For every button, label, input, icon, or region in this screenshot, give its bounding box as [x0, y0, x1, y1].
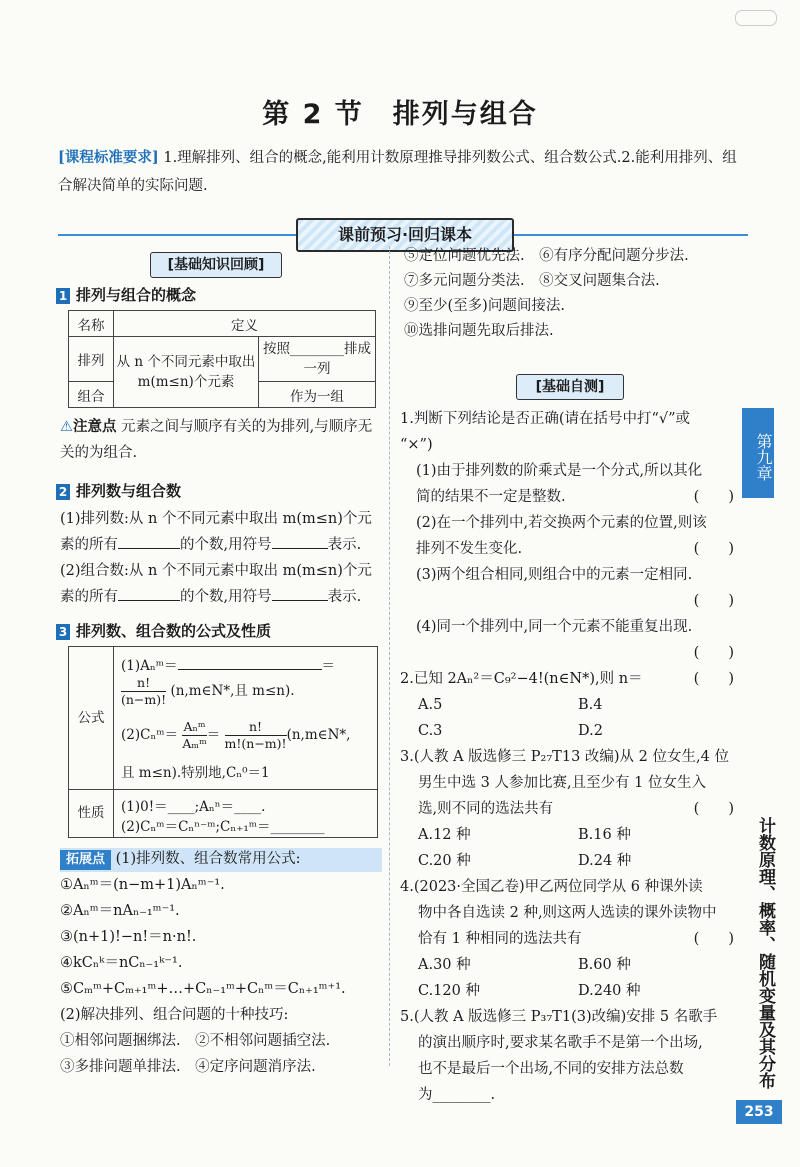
section-banner: 课前预习·回归课本: [296, 218, 514, 252]
option: A.30 种: [418, 957, 471, 973]
option: D.2: [578, 723, 603, 739]
q3-options-2: [400, 848, 734, 874]
warning-icon: ⚠: [60, 419, 73, 435]
q5-stem-4: 为________.: [418, 1087, 496, 1103]
concept-table: [68, 310, 376, 408]
section-number: 3: [56, 624, 70, 640]
note-label: 注意点: [73, 418, 117, 435]
denominator: (n−m)!: [121, 692, 167, 707]
q2-options-1: [400, 692, 734, 718]
property-1: (1)0!＝____;Aₙⁿ＝____.: [121, 799, 266, 815]
option: A.12 种: [418, 827, 471, 843]
question-list: [400, 406, 734, 1108]
q4-stem-1: 4.(2023·全国乙卷)甲乙两位同学从 6 种课外读: [400, 879, 703, 895]
tips-list: [404, 244, 734, 344]
note-block: [60, 414, 382, 466]
standard-label: [课程标准要求]: [58, 149, 159, 166]
q3-options-1: [400, 822, 734, 848]
chapter-tab: 第九章: [742, 408, 774, 498]
fraction: [182, 719, 206, 752]
text: 表示.: [327, 537, 362, 553]
extension-item: ⑤Cₘᵐ+Cₘ₊₁ᵐ+…+Cₙ₋₁ᵐ+Cₙᵐ＝Cₙ₊₁ᵐ⁺¹.: [60, 981, 346, 997]
table-header-name: 名称: [69, 311, 114, 337]
tip-item: ⑤定位问题优先法. ⑥有序分配问题分步法.: [404, 248, 689, 264]
section-number: 2: [56, 484, 70, 500]
q1-c: (3)两个组合相同,则组合中的元素一定相同.: [416, 567, 693, 583]
text: 的个数,用符号: [180, 537, 272, 553]
answer-blank: [272, 532, 328, 549]
q4-options-2: [400, 978, 734, 1004]
option: B.60 种: [578, 957, 631, 973]
note-text: 元素之间与顺序有关的为排列,与顺序无关的为组合.: [60, 419, 373, 461]
answer-blank: [118, 532, 180, 549]
text: 素的所有: [60, 589, 118, 605]
formula-c-line1: [121, 719, 376, 752]
text: 素的所有: [60, 537, 118, 553]
numerator: Aₙᵐ: [183, 719, 206, 734]
section-title: 排列与组合的概念: [76, 286, 197, 304]
page-title: 第 2 节 排列与组合: [262, 99, 538, 130]
answer-blank: [118, 584, 180, 601]
q5-stem-3: 也不是最后一个出场,不同的安排方法总数: [418, 1061, 684, 1077]
column-divider: [389, 246, 390, 1066]
text: (n,m∈N*,: [286, 727, 351, 743]
answer-paren: ( ): [693, 931, 734, 947]
camera-glyph: [735, 10, 777, 26]
q4-stem-3: [400, 926, 734, 952]
answer-paren: ( ): [693, 489, 734, 505]
extension-item: ①Aₙᵐ＝(n−m+1)Aₙᵐ⁻¹.: [60, 877, 225, 893]
row-rule: [113, 789, 377, 790]
review-heading: [基础知识回顾]: [150, 252, 282, 278]
q3-stem-1: 3.(人教 A 版选修三 P₂₇T13 改编)从 2 位女生,4 位: [400, 749, 729, 765]
option: B.4: [578, 697, 603, 713]
text: 恰有 1 种相同的选法共有: [418, 931, 582, 947]
row-shared-def: 从 n 个不同元素中取出 m(m≤n)个元素: [114, 337, 259, 408]
numerator: n!: [121, 675, 166, 692]
q1-d: (4)同一个排列中,同一个元素不能重复出现.: [416, 619, 693, 635]
property-2: (2)Cₙᵐ＝Cₙⁿ⁻ᵐ;Cₙ₊₁ᵐ＝________: [121, 819, 325, 835]
extension-item: ④kCₙᵏ＝nCₙ₋₁ᵏ⁻¹.: [60, 955, 183, 971]
extension-item: ③(n+1)!−n!＝n·n!.: [60, 929, 197, 945]
q1-b-1: (2)在一个排列中,若交换两个元素的位置,则该: [416, 515, 707, 531]
page-number: 253: [736, 1100, 782, 1124]
formula-label: 公式: [69, 647, 114, 790]
tip-item: ⑩选排问题先取后排法.: [404, 323, 554, 339]
option: A.5: [418, 697, 443, 713]
chapter-title-vertical: 计数原理、概率、随机变量及其分布: [755, 817, 775, 1089]
text: 的个数,用符号: [180, 589, 272, 605]
formula-c-line2: 且 m≤n).特别地,Cₙ⁰＝1: [121, 765, 270, 781]
comb-def-line2: [60, 584, 386, 610]
self-test-heading: [基础自测]: [516, 374, 624, 400]
q4-options-1: [400, 952, 734, 978]
answer-paren: ( ): [693, 801, 734, 817]
tip-item: ⑦多元问题分类法. ⑧交叉问题集合法.: [404, 273, 660, 289]
table-header-def: 定义: [114, 311, 376, 337]
property-label: 性质: [69, 790, 114, 837]
q3-stem-2: 男生中选 3 人参加比赛,且至少有 1 位女生入: [418, 775, 706, 791]
option: C.20 种: [418, 853, 471, 869]
extension-item: ①相邻问题捆绑法. ②不相邻问题插空法.: [60, 1033, 331, 1049]
option: C.120 种: [418, 983, 480, 999]
q1-a-1: (1)由于排列数的阶乘式是一个分式,所以其化: [416, 463, 703, 479]
fraction: [225, 719, 287, 752]
section-3-heading: [56, 620, 271, 641]
section-number: 1: [56, 288, 70, 304]
definition-paragraphs: [60, 506, 386, 610]
perm-def-line2: [60, 532, 386, 558]
text: 选,则不同的选法共有: [418, 801, 554, 817]
answer-paren: ( ): [693, 645, 734, 661]
standard-text: 1.理解排列、组合的概念,能利用计数原理推导排列数公式、组合数公式.2.能利用排列、组合解决简单的实际问题.: [58, 150, 737, 194]
section-1-heading: [56, 284, 196, 305]
extension-head: (1)排列数、组合数常用公式:: [115, 851, 301, 867]
numerator: n!: [225, 719, 287, 736]
q1-stem: 1.判断下列结论是否正确(请在括号中打“√”或: [400, 411, 691, 427]
text: 排列不发生变化.: [416, 541, 523, 557]
text: (n,m∈N*,且 m≤n).: [170, 683, 295, 699]
perm-def-line1: (1)排列数:从 n 个不同元素中取出 m(m≤n)个元: [60, 511, 372, 527]
q2-options-2: [400, 718, 734, 744]
row-perm-def: 按照________排成一列: [259, 337, 376, 382]
answer-paren: ( ): [693, 541, 734, 557]
text: 2.已知 2Aₙ²＝C₉²−4!(n∈N*),则 n＝: [400, 671, 643, 687]
curriculum-standard: [58, 144, 748, 200]
option: B.16 种: [578, 827, 631, 843]
row-comb-def: 作为一组: [259, 382, 376, 408]
extension-item: ②Aₙᵐ＝nAₙ₋₁ᵐ⁻¹.: [60, 903, 180, 919]
q1-stem-2: “×”): [400, 437, 433, 453]
q2-stem: [400, 666, 734, 692]
comb-def-line1: (2)组合数:从 n 个不同元素中取出 m(m≤n)个元: [60, 563, 372, 579]
text: 表示.: [327, 589, 362, 605]
formula-a-line1: [121, 653, 371, 674]
denominator: m!(n−m)!: [224, 736, 287, 751]
section-title: 排列数与组合数: [76, 482, 182, 500]
answer-blank: [178, 653, 322, 670]
answer-blank: [272, 584, 328, 601]
tip-item: ⑨至少(至多)问题间接法.: [404, 298, 565, 314]
text: ＝: [321, 658, 335, 674]
text: (2)Cₙᵐ＝: [121, 727, 179, 743]
extension-block: [60, 846, 386, 1080]
extension-head-line: [60, 846, 386, 872]
row-perm-name: 排列: [69, 337, 114, 382]
fraction: [121, 675, 166, 708]
q5-stem-2: 的演出顺序时,要求某名歌手不是第一个出场,: [418, 1035, 703, 1051]
extension-item: (2)解决排列、组合问题的十种技巧:: [60, 1007, 289, 1023]
text: (1)Aₙᵐ＝: [121, 658, 178, 674]
q3-stem-3: [400, 796, 734, 822]
formula-a-line2: [121, 675, 376, 708]
answer-paren: ( ): [693, 671, 734, 687]
row-comb-name: 组合: [69, 382, 114, 408]
extension-tag: 拓展点: [60, 850, 111, 870]
section-title: 排列数、组合数的公式及性质: [76, 622, 272, 640]
extension-item: ③多排问题单排法. ④定序问题消序法.: [60, 1059, 316, 1075]
answer-paren: ( ): [693, 593, 734, 609]
q1-a-2: [400, 484, 734, 510]
q5-stem-1: 5.(人教 A 版选修三 P₃₇T1(3)改编)安排 5 名歌手: [400, 1009, 718, 1025]
option: C.3: [418, 723, 443, 739]
section-2-heading: [56, 480, 181, 501]
option: D.24 种: [578, 853, 632, 869]
text: 简的结果不一定是整数.: [416, 489, 566, 505]
q4-stem-2: 物中各自选读 2 种,则这两人选读的课外读物中: [418, 905, 717, 921]
denominator: Aₘᵐ: [182, 736, 207, 751]
formula-table: [68, 646, 378, 838]
text: ＝: [206, 727, 221, 743]
q1-b-2: [400, 536, 734, 562]
option: D.240 种: [578, 983, 641, 999]
